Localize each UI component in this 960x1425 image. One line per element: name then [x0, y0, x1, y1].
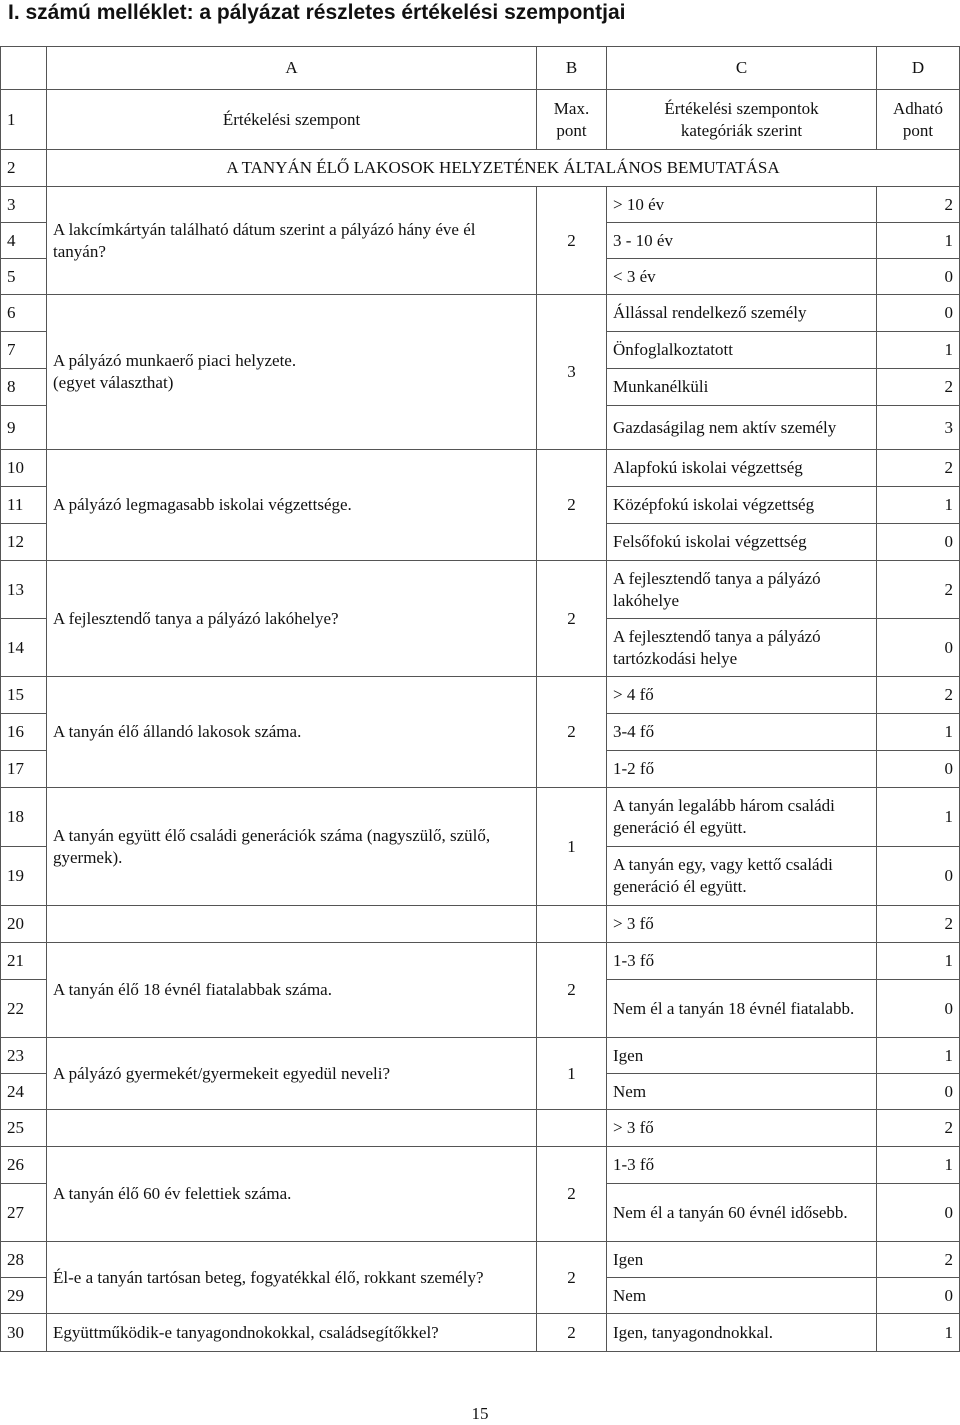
row-number: 7	[1, 332, 47, 369]
points-header-line1: Adható	[892, 98, 944, 118]
category-cell: 3 - 10 év	[607, 223, 877, 259]
category-cell: Nem él a tanyán 18 évnél fiatalabb.	[607, 980, 877, 1038]
row-number: 1	[1, 90, 47, 150]
row-number: 13	[1, 561, 47, 619]
category-cell: Gazdaságilag nem aktív személy	[607, 406, 877, 450]
points-cell: 2	[877, 1110, 960, 1147]
row-number: 2	[1, 150, 47, 187]
row-number: 5	[1, 259, 47, 295]
criterion-cell: A pályázó gyermekét/gyermekeit egyedül neveli?	[47, 1038, 537, 1110]
points-header	[877, 90, 960, 150]
max-points-cell: 2	[537, 1314, 607, 1352]
row-number: 8	[1, 369, 47, 406]
category-cell: 3-4 fő	[607, 714, 877, 751]
table-row	[1, 1314, 960, 1352]
row-number: 29	[1, 1278, 47, 1314]
max-points-cell	[537, 906, 607, 943]
points-cell: 0	[877, 1074, 960, 1110]
page-number: 15	[471, 1404, 489, 1423]
row-number: 10	[1, 450, 47, 487]
column-letter-c: C	[607, 47, 877, 90]
row-number: 30	[1, 1314, 47, 1352]
points-cell: 1	[877, 943, 960, 980]
max-points-cell: 2	[537, 187, 607, 295]
category-cell: Igen, tanyagondnokkal.	[607, 1314, 877, 1352]
max-points-cell: 2	[537, 561, 607, 677]
row-number: 27	[1, 1184, 47, 1242]
points-cell: 1	[877, 714, 960, 751]
points-cell: 2	[877, 906, 960, 943]
points-cell: 0	[877, 295, 960, 332]
points-cell: 0	[877, 1278, 960, 1314]
category-cell: 1-3 fő	[607, 1147, 877, 1184]
points-cell: 1	[877, 1038, 960, 1074]
table-row	[1, 943, 960, 980]
points-cell: 0	[877, 619, 960, 677]
points-cell: 2	[877, 677, 960, 714]
row-number: 12	[1, 524, 47, 561]
criterion-cell	[47, 295, 537, 450]
points-cell: 0	[877, 751, 960, 788]
categories-header-line1: Értékelési szempontok	[664, 98, 819, 118]
max-points-header	[537, 90, 607, 150]
category-cell: Nem	[607, 1074, 877, 1110]
category-cell: < 3 év	[607, 259, 877, 295]
row-number: 11	[1, 487, 47, 524]
category-cell: A tanyán egy, vagy kettő családi generáció él együtt.	[607, 847, 877, 906]
row-number: 26	[1, 1147, 47, 1184]
column-letter-d: D	[877, 47, 960, 90]
category-cell: > 3 fő	[607, 1110, 877, 1147]
row-number: 20	[1, 906, 47, 943]
max-points-cell: 2	[537, 1147, 607, 1242]
category-cell: 1-2 fő	[607, 751, 877, 788]
points-cell: 0	[877, 980, 960, 1038]
table-row	[1, 1110, 960, 1147]
points-cell: 2	[877, 561, 960, 619]
category-cell: A fejlesztendő tanya a pályázó lakóhelye	[607, 561, 877, 619]
row-number: 19	[1, 847, 47, 906]
max-points-header-line1: Max.	[553, 98, 590, 118]
row-number: 22	[1, 980, 47, 1038]
table-row	[1, 1038, 960, 1074]
category-cell: Alapfokú iskolai végzettség	[607, 450, 877, 487]
points-cell: 2	[877, 187, 960, 223]
max-points-cell: 1	[537, 1038, 607, 1110]
category-cell: Középfokú iskolai végzettség	[607, 487, 877, 524]
page-title: I. számú melléklet: a pályázat részletes értékelési szempontjai	[8, 1, 626, 24]
category-cell: Nem	[607, 1278, 877, 1314]
max-points-cell: 2	[537, 450, 607, 561]
table-row	[1, 788, 960, 847]
section-row	[1, 150, 960, 187]
points-cell: 3	[877, 406, 960, 450]
row-number: 15	[1, 677, 47, 714]
row-number: 9	[1, 406, 47, 450]
criterion-line: A pályázó munkaerő piaci helyzete.	[53, 351, 297, 370]
column-letter-b: B	[537, 47, 607, 90]
max-points-cell: 1	[537, 788, 607, 906]
criterion-cell: A tanyán élő állandó lakosok száma.	[47, 677, 537, 788]
category-cell: > 3 fő	[607, 906, 877, 943]
category-cell: 1-3 fő	[607, 943, 877, 980]
max-points-cell: 2	[537, 1242, 607, 1314]
header-row	[1, 90, 960, 150]
category-cell: Állással rendelkező személy	[607, 295, 877, 332]
points-cell: 0	[877, 259, 960, 295]
categories-header	[607, 90, 877, 150]
criterion-cell	[47, 1110, 537, 1147]
criterion-cell: A fejlesztendő tanya a pályázó lakóhelye?	[47, 561, 537, 677]
row-number: 24	[1, 1074, 47, 1110]
points-cell: 2	[877, 450, 960, 487]
evaluation-table	[0, 46, 960, 1352]
criterion-cell: Él-e a tanyán tartósan beteg, fogyatékkal élő, rokkant személy?	[47, 1242, 537, 1314]
row-number: 21	[1, 943, 47, 980]
points-cell: 0	[877, 1184, 960, 1242]
category-cell: A fejlesztendő tanya a pályázó tartózkodási helye	[607, 619, 877, 677]
category-cell: Felsőfokú iskolai végzettség	[607, 524, 877, 561]
row-number: 4	[1, 223, 47, 259]
criterion-cell: Együttműködik-e tanyagondnokokkal, családsegítőkkel?	[47, 1314, 537, 1352]
points-cell: 1	[877, 788, 960, 847]
category-cell: Nem él a tanyán 60 évnél idősebb.	[607, 1184, 877, 1242]
table-row	[1, 906, 960, 943]
criterion-cell: A lakcímkártyán található dátum szerint a pályázó hány éve él tanyán?	[47, 187, 537, 295]
column-letter-row	[1, 47, 960, 90]
row-number: 3	[1, 187, 47, 223]
criterion-cell: A tanyán együtt élő családi generációk száma (nagyszülő, szülő, gyermek).	[47, 788, 537, 906]
table-row	[1, 561, 960, 619]
column-letter-a: A	[47, 47, 537, 90]
category-cell: Igen	[607, 1242, 877, 1278]
row-number: 28	[1, 1242, 47, 1278]
category-cell: > 10 év	[607, 187, 877, 223]
criterion-header: Értékelési szempont	[47, 90, 537, 150]
points-cell: 2	[877, 1242, 960, 1278]
points-cell: 1	[877, 332, 960, 369]
table-row	[1, 450, 960, 487]
categories-header-line2: kategóriák szerint	[680, 120, 803, 140]
max-points-header-line2: pont	[556, 120, 587, 140]
row-number: 25	[1, 1110, 47, 1147]
points-header-line2: pont	[902, 120, 934, 140]
row-number: 16	[1, 714, 47, 751]
category-cell: A tanyán legalább három családi generáció él együtt.	[607, 788, 877, 847]
corner-cell	[1, 47, 47, 90]
category-cell: Igen	[607, 1038, 877, 1074]
criterion-cell: A tanyán élő 60 év felettiek száma.	[47, 1147, 537, 1242]
criterion-cell: A pályázó legmagasabb iskolai végzettsége.	[47, 450, 537, 561]
section-title: A TANYÁN ÉLŐ LAKOSOK HELYZETÉNEK ÁLTALÁNOS BEMUTATÁSA	[47, 150, 960, 187]
points-cell: 1	[877, 1147, 960, 1184]
points-cell: 2	[877, 369, 960, 406]
table-row	[1, 295, 960, 332]
max-points-cell: 2	[537, 943, 607, 1038]
category-cell: Munkanélküli	[607, 369, 877, 406]
table-row	[1, 187, 960, 223]
criterion-line: (egyet választhat)	[53, 373, 174, 392]
points-cell: 0	[877, 524, 960, 561]
row-number: 14	[1, 619, 47, 677]
max-points-cell: 2	[537, 677, 607, 788]
criterion-cell	[47, 906, 537, 943]
category-cell: Önfoglalkoztatott	[607, 332, 877, 369]
max-points-cell	[537, 1110, 607, 1147]
row-number: 6	[1, 295, 47, 332]
points-cell: 1	[877, 1314, 960, 1352]
row-number: 18	[1, 788, 47, 847]
criterion-cell: A tanyán élő 18 évnél fiatalabbak száma.	[47, 943, 537, 1038]
points-cell: 1	[877, 223, 960, 259]
table-row	[1, 677, 960, 714]
row-number: 17	[1, 751, 47, 788]
points-cell: 0	[877, 847, 960, 906]
max-points-cell: 3	[537, 295, 607, 450]
row-number: 23	[1, 1038, 47, 1074]
category-cell: > 4 fő	[607, 677, 877, 714]
table-row	[1, 1147, 960, 1184]
table-row	[1, 1242, 960, 1278]
points-cell: 1	[877, 487, 960, 524]
